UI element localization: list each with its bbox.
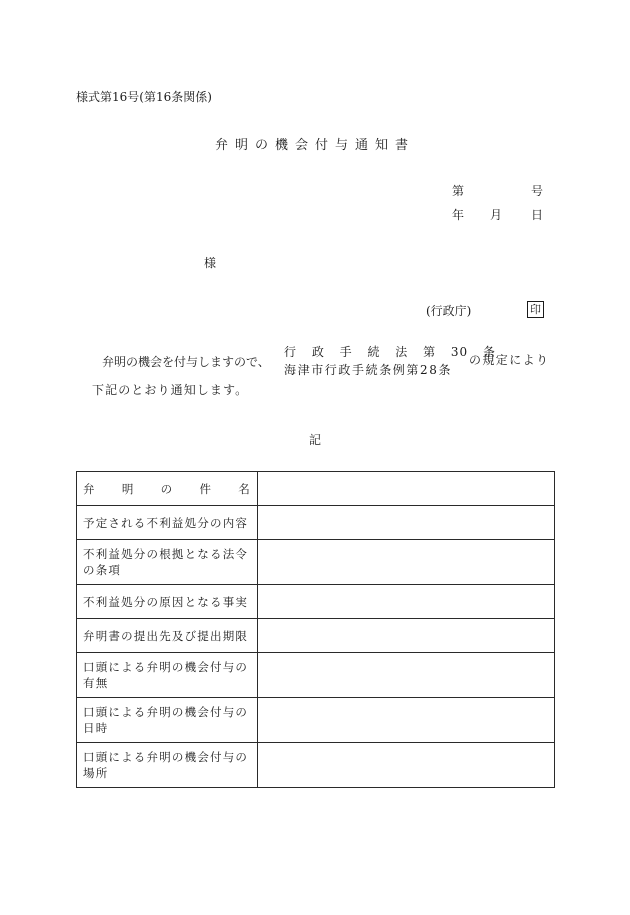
date-year: 年	[452, 208, 465, 222]
row-value[interactable]	[258, 698, 555, 743]
table-row	[77, 506, 555, 540]
row-value[interactable]	[258, 653, 555, 698]
law-option-national: 行 政 手 続 法 第 30 条	[284, 345, 496, 359]
row-value[interactable]	[258, 585, 555, 619]
table-row	[77, 540, 555, 585]
row-label: 口頭による弁明の機会付与の場所	[77, 743, 258, 788]
label-char: の	[160, 481, 174, 496]
row-label: 不利益処分の根拠となる法令の条項	[77, 540, 258, 585]
table-row	[77, 472, 555, 506]
table-row	[77, 619, 555, 653]
label-char: 件	[199, 481, 213, 496]
document-title: 弁明の機会付与通知書	[214, 138, 415, 153]
table-row	[77, 698, 555, 743]
row-value[interactable]	[258, 743, 555, 788]
row-label: 弁明書の提出先及び提出期限	[77, 619, 258, 653]
row-value[interactable]	[258, 540, 555, 585]
date-day: 日	[531, 208, 544, 222]
seal-mark: 印	[527, 301, 544, 318]
row-value[interactable]	[258, 506, 555, 540]
body-text-part3: 下記のとおり通知します。	[92, 383, 249, 397]
row-label: 口頭による弁明の機会付与の日時	[77, 698, 258, 743]
row-value[interactable]	[258, 619, 555, 653]
label-char: 弁	[83, 481, 96, 496]
notice-items-table	[76, 471, 555, 788]
addressee-suffix: 様	[204, 256, 217, 270]
agency-label: (行政庁)	[426, 304, 472, 318]
table-row	[77, 653, 555, 698]
row-value-case-name[interactable]	[258, 472, 555, 506]
law-option-municipal: 海津市行政手続条例第28条	[284, 363, 453, 377]
form-number: 様式第16号(第16条関係)	[76, 90, 212, 104]
row-label: 口頭による弁明の機会付与の有無	[77, 653, 258, 698]
table-row	[77, 585, 555, 619]
row-label-case-name	[77, 472, 258, 506]
label-char: 明	[121, 481, 135, 496]
label-char: 名	[238, 481, 251, 496]
ki-heading: 記	[308, 433, 321, 447]
body-text-part1: 弁明の機会を付与しますので、	[102, 355, 270, 369]
date-month: 月	[490, 208, 503, 222]
table-row	[77, 743, 555, 788]
number-suffix: 号	[531, 184, 544, 198]
number-prefix: 第	[452, 184, 465, 198]
body-text-part2: の規定により	[469, 353, 550, 367]
row-label: 不利益処分の原因となる事実	[77, 585, 258, 619]
row-label: 予定される不利益処分の内容	[77, 506, 258, 540]
